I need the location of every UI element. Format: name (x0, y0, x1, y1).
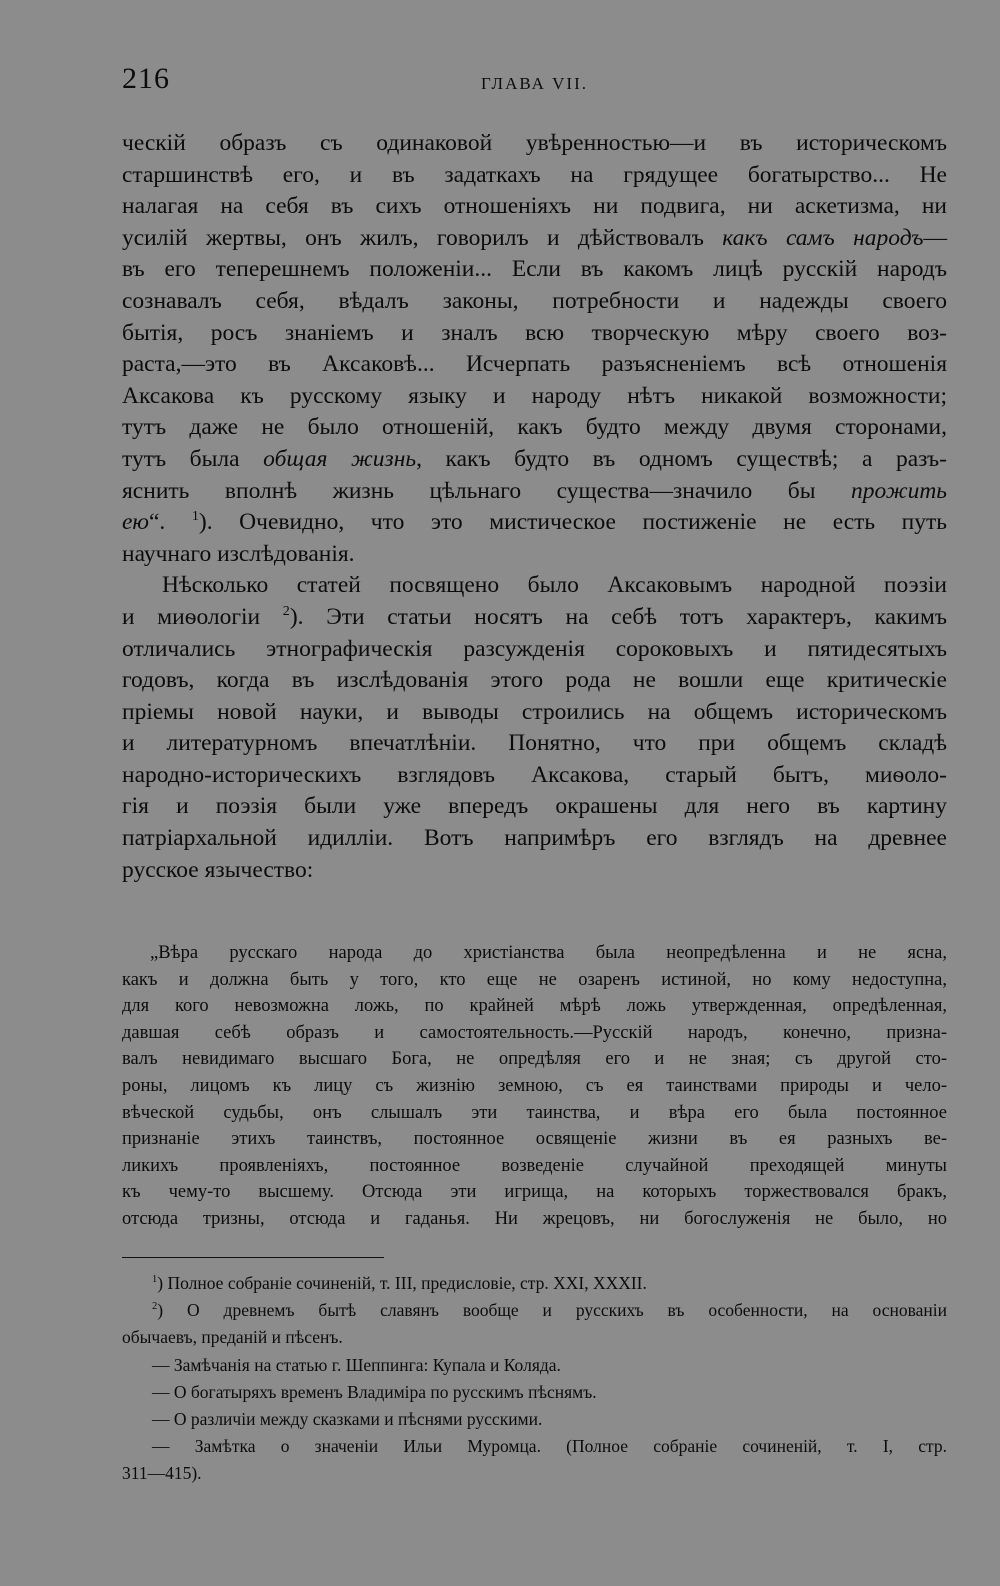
text-line: патріархальной идилліи. Вотъ напримѣръ его взглядъ на древнее (122, 825, 947, 852)
text-line: гія и поэзія были уже впередъ окрашены для него въ картину (122, 793, 947, 820)
quote-line: ликихъ проявленіяхъ, постоянное возведеніе случайной преходящей минуты (122, 1155, 947, 1176)
text-line: бытія, росъ знаніемъ и зналъ всю творческую мѣру своего воз- (122, 319, 947, 346)
text-line: усилій жертвы, онъ жилъ, говорилъ и дѣйствовалъ какъ самъ народъ— (122, 224, 947, 251)
paragraph-1 (122, 128, 947, 570)
quote-line: признаніе этихъ таинствъ, постоянное освященіе жизни въ ея разныхъ ве- (122, 1129, 947, 1150)
text-line: въ его теперешнемъ положеніи... Если въ какомъ лицѣ русскій народъ (122, 256, 947, 283)
text-line: русское язычество: (122, 856, 314, 883)
paragraph-2 (122, 570, 947, 886)
quote-line: отсюда тризны, отсюда и гаданья. Ни жрецовъ, ни богослуженія не было, но (122, 1208, 947, 1229)
text-line: отличались этнографическія разсужденія сороковыхъ и пятидесятыхъ (122, 635, 947, 662)
text-line: налагая на себя въ сихъ отношеніяхъ ни подвига, ни аскетизма, ни (122, 193, 947, 220)
running-title: ГЛАВА VII. (480, 74, 588, 93)
footnote-line: обычаевъ, преданій и пѣсенъ. (122, 1327, 343, 1348)
text-line: научнаго изслѣдованія. (122, 540, 355, 567)
text-line: годовъ, когда въ изслѣдованія этого рода не вошли еще критическіе (122, 667, 947, 694)
page-header (122, 62, 947, 102)
quote-line: вѣческой судьбы, онъ слышалъ эти таинства, и вѣра его была постоянное (122, 1102, 947, 1123)
footnote-line: — Замѣчанія на статью г. Шеппинга: Купала и Коляда. (152, 1354, 561, 1375)
footnote-line: — О богатыряхъ временъ Владиміра по русскимъ пѣснямъ. (152, 1381, 597, 1402)
text-line: Аксакова къ русскому языку и народу нѣтъ никакой возможности; (122, 382, 947, 409)
block-quote (122, 940, 947, 1233)
footnote-line: $^2$) О древнемъ бытѣ славянъ вообще и русскихъ въ особенности, на основаніи (152, 1300, 947, 1321)
text-line: народно-историческихъ взглядовъ Аксакова, старый бытъ, миѳоло- (122, 761, 947, 788)
text-line: сознавалъ себя, вѣдалъ законы, потребности и надежды своего (122, 287, 947, 314)
main-text (122, 128, 947, 886)
quote-line: для кого невозможна ложь, по крайней мѣрѣ ложь утвержденная, опредѣленная, (122, 996, 947, 1017)
quote-line: какъ и должна быть у того, кто еще не озаренъ истиной, но кому недоступна, (122, 969, 947, 990)
quote-line: роны, лицомъ къ лицу съ жизнію земною, съ ея таинствами природы и чело- (122, 1075, 947, 1096)
quote-line: валъ невидимаго высшаго Бога, не опредѣляя его и не зная; съ другой сто- (122, 1049, 947, 1070)
text-line: раста,—это въ Аксаковѣ... Исчерпать разъясненіемъ всѣ отношенія (122, 351, 947, 378)
text-line: тутъ была общая жизнь, какъ будто въ одномъ существѣ; а разъ- (122, 445, 947, 472)
text-line: ческій образъ съ одинаковой увѣренностью—и въ историческомъ (122, 130, 947, 156)
footnote-divider (122, 1257, 384, 1258)
footnote-line: $^1$) Полное собраніе сочиненій, т. III, предисловіе, стр. XXI, XXXII. (152, 1273, 647, 1293)
text-line: и литературномъ впечатлѣніи. Понятно, что при общемъ складѣ (122, 730, 947, 757)
text-line: тутъ даже не было отношеній, какъ будто между двумя сторонами, (122, 414, 947, 441)
text-line: старшинствѣ его, и въ задаткахъ на грядущее богатырство... Не (122, 161, 947, 188)
quote-line: къ чему-то высшему. Отсюда эти игрища, на которыхъ торжествовался бракъ, (122, 1182, 947, 1203)
text-line: ею“. $^1$). Очевидно, что это мистическое постиженіе не есть путь (122, 508, 947, 536)
text-line: Нѣсколько статей посвящено было Аксаковымъ народной поэзіи (162, 572, 947, 599)
quote-line: давшая себѣ образъ и самостоятельность.—Русскій народъ, конечно, призна- (122, 1022, 947, 1043)
footnote-line: — Замѣтка о значеніи Ильи Муромца. (Полное собраніе сочиненій, т. I, стр. (152, 1436, 947, 1457)
text-line: и миѳологіи $^2$). Эти статьи носятъ на себѣ тотъ характеръ, какимъ (122, 603, 948, 630)
text-line: пріемы новой науки, и выводы строились на общемъ историческомъ (122, 698, 947, 725)
footnotes (122, 1270, 947, 1488)
text-line: яснить вполнѣ жизнь цѣльнаго существа—значило бы прожить (122, 477, 947, 504)
footnote-line: — О различіи между сказками и пѣснями русскими. (152, 1408, 543, 1429)
page-number: 216 (122, 62, 170, 95)
footnote-line: 311—415). (122, 1463, 202, 1484)
quote-line: „Вѣра русскаго народа до христіанства была неопредѣленна и не ясна, (150, 943, 947, 963)
